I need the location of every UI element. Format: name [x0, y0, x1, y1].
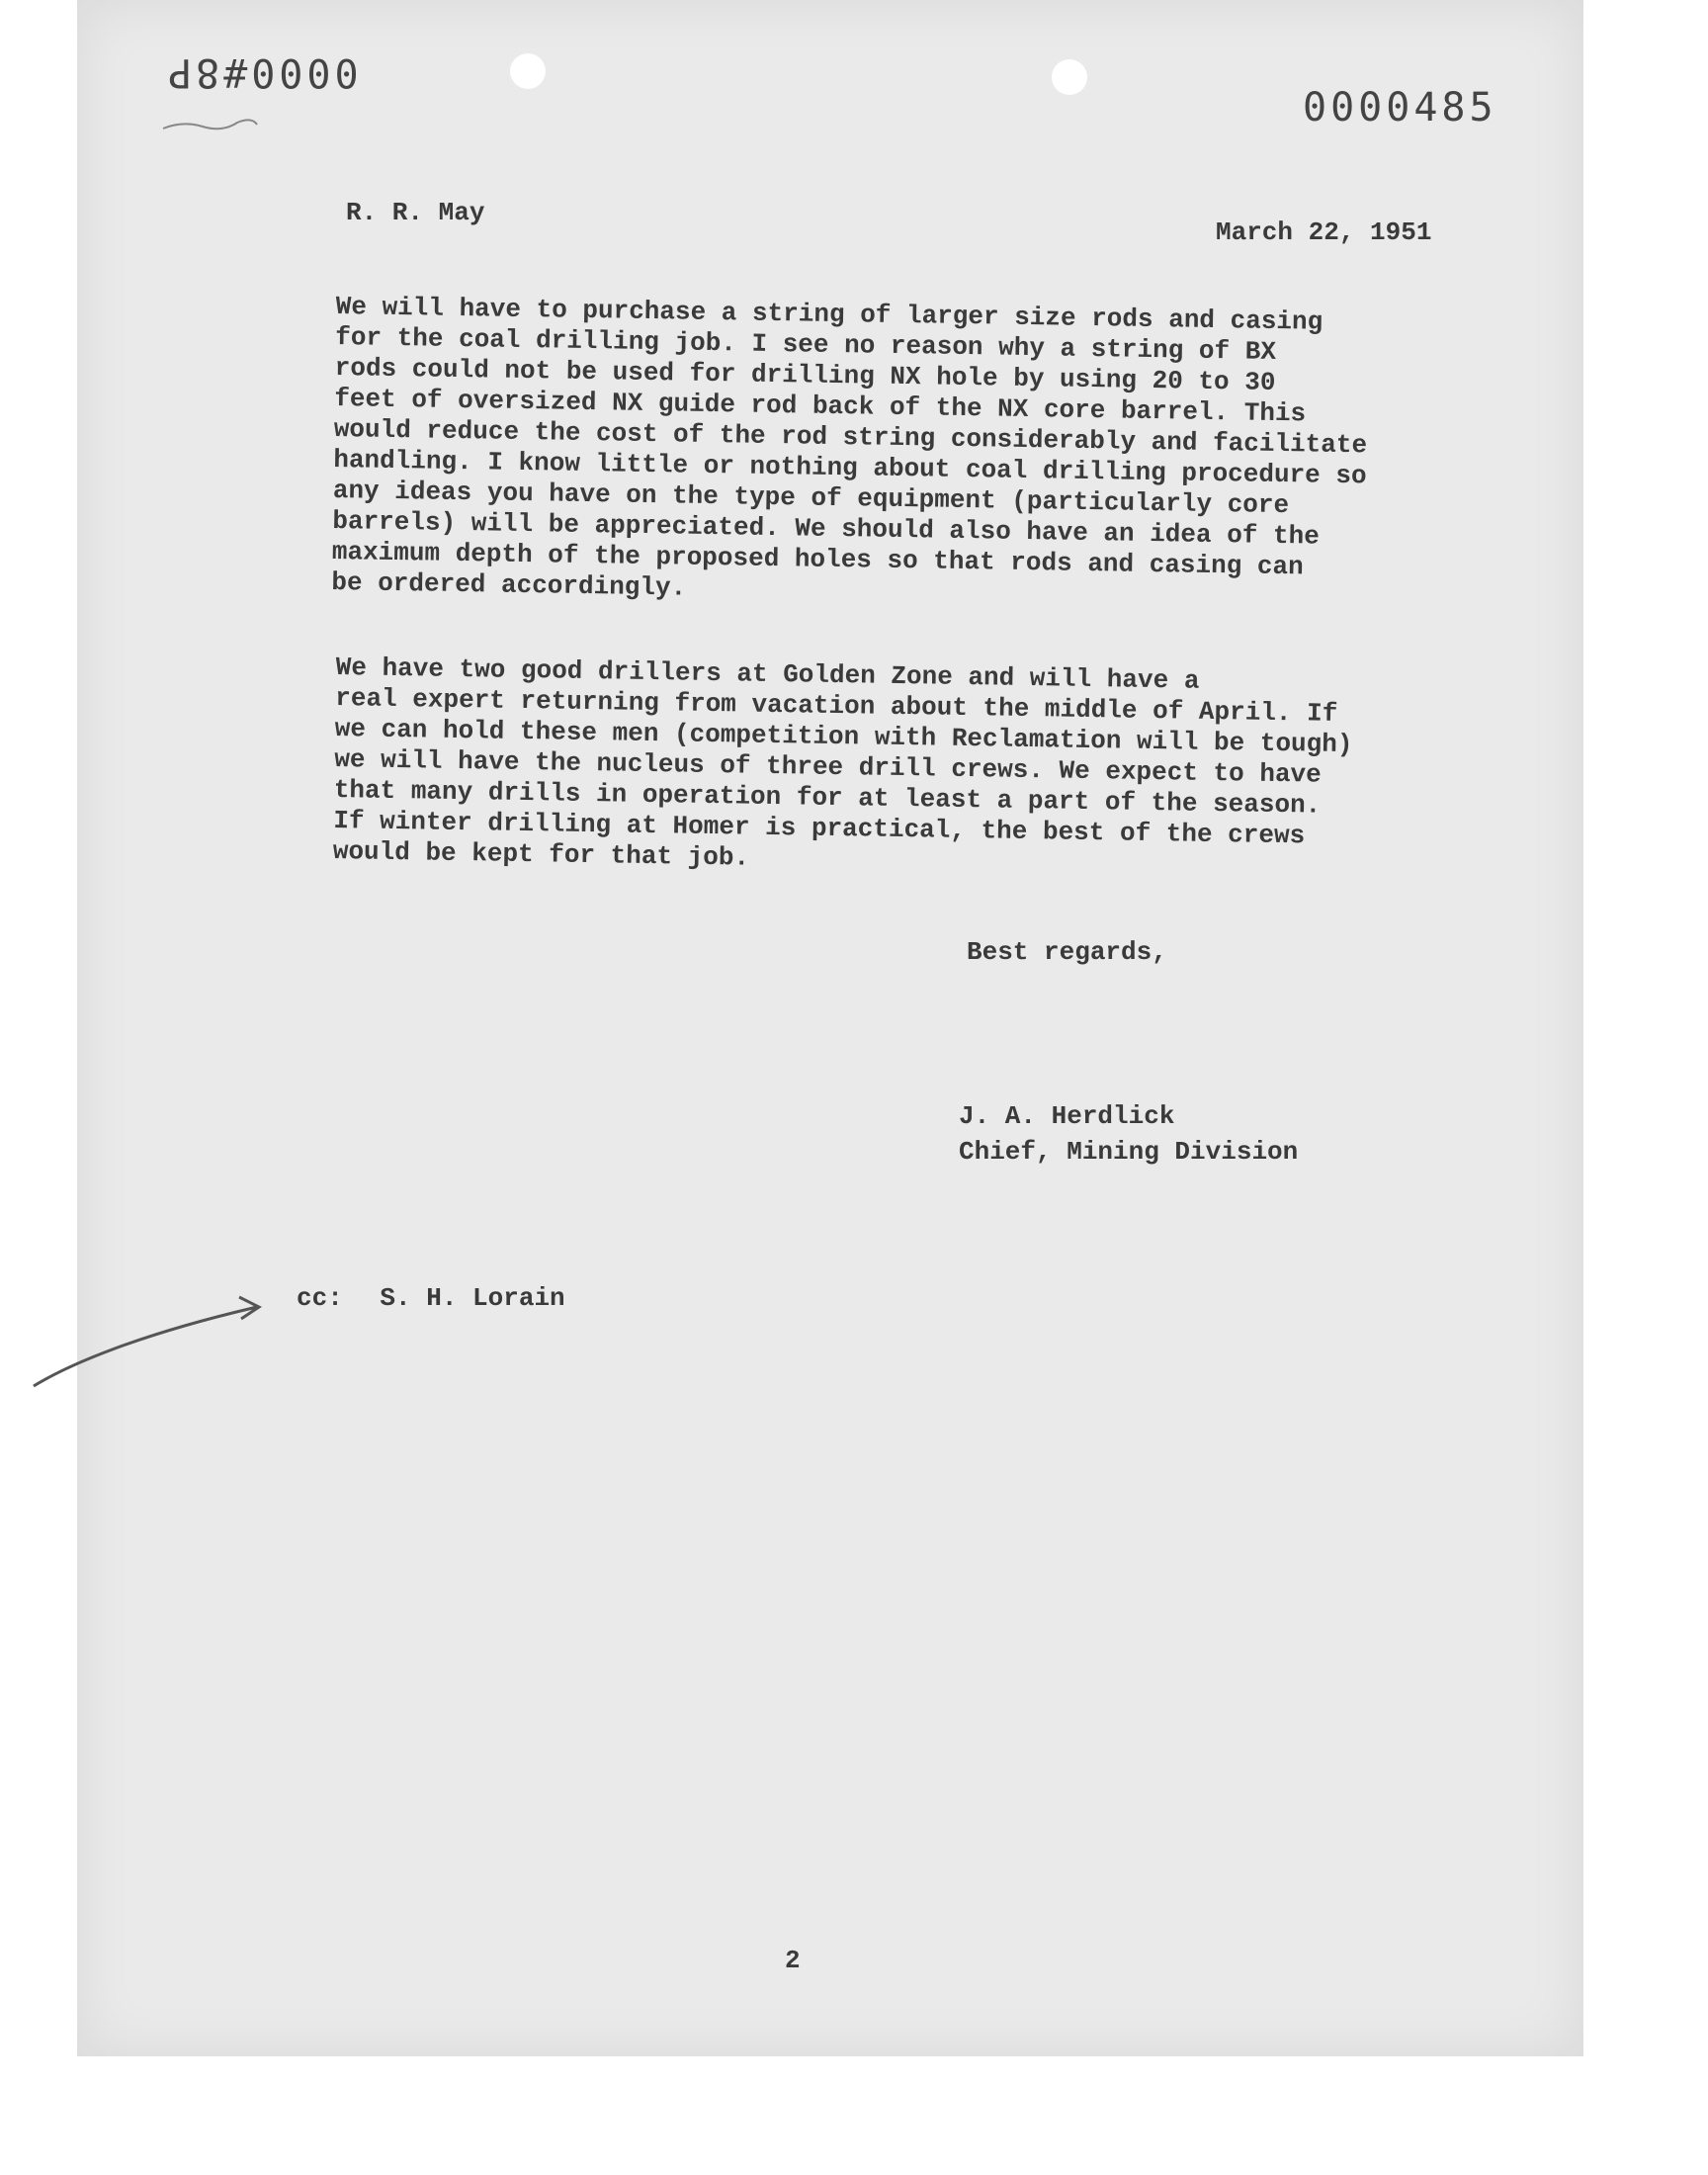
punch-hole [1052, 59, 1087, 95]
cc-line [297, 1283, 565, 1313]
cc-label: cc: [297, 1283, 343, 1313]
letter-date: March 22, 1951 [1216, 218, 1432, 247]
closing: Best regards, [967, 937, 1167, 967]
signature-name: J. A. Herdlick [959, 1101, 1175, 1131]
page-number: 2 [785, 1946, 801, 1975]
signature-title: Chief, Mining Division [959, 1137, 1299, 1167]
body-paragraph-2: We have two good drillers at Golden Zone and will have a real expert returning from vacation about the middle of April. If we can hold these men (competition with Reclamation will be tough) we will have the nucleus of three drill crews. We expect to have that many drills in operation for at least a part of the season. If winter drilling at Homer is practical, the best of the crews would be kept for that job. [332, 652, 1353, 873]
addressee: R. R. May [346, 198, 485, 227]
document-stamp-left: 0000#8P [164, 49, 359, 95]
pencil-arrow-icon [30, 1256, 277, 1394]
document-stamp-right: 0000485 [1303, 85, 1497, 130]
cc-recipient: S. H. Lorain [380, 1283, 565, 1313]
body-paragraph-1: We will have to purchase a string of larger size rods and casing for the coal drilling job. I see no reason why a string of BX rods could not be used for drilling NX hole by using 20 to 30 feet of oversized NX guide rod back of the NX core barrel. This would reduce the cost of the rod string considerably and facilitate handling. I know little or nothing about coal drilling procedure so any ideas you have on the type of equipment (particularly core barrels) will be appreciated. We should also have an idea of the maximum depth of the proposed holes so that rods and casing can be ordered accordingly. [331, 292, 1368, 603]
pencil-mark [158, 109, 267, 138]
punch-hole [510, 53, 546, 89]
